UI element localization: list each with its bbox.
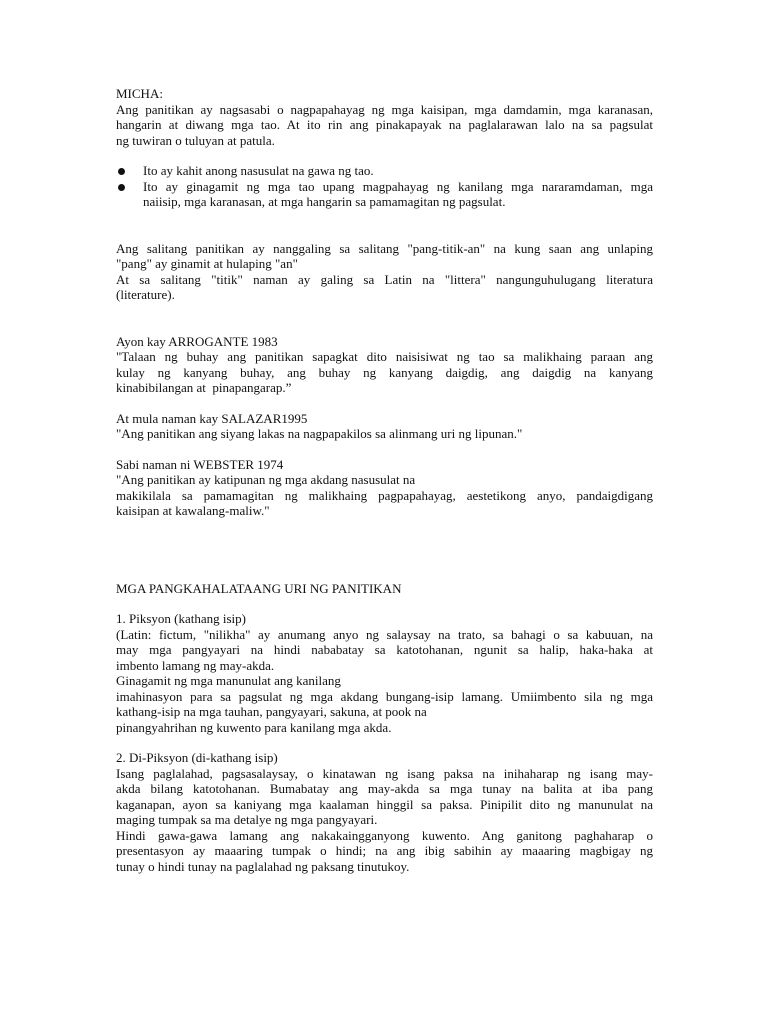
arrogante-line-1: "Talaan ng buhay ang panitikan sapagkat dito naisisiwat ng tao sa malikhaing paraan ang bbox=[116, 349, 653, 364]
intro-line-2: hangarin at diwang mga tao. At ito rin ang pinakapayak na paglalarawan lalo na sa pagsulat bbox=[116, 117, 653, 132]
nonfiction-line-1: Isang paglalahad, pagsasalaysay, o kinatawan ng isang paksa na inihaharap ng isang may- bbox=[116, 765, 653, 781]
fiction-line-4: Ginagamit ng mga manunulat ang kanilang bbox=[116, 673, 341, 688]
intro-line-3: ng tuwiran o tuluyan at patula. bbox=[116, 132, 275, 148]
nonfiction-line-2: akda bilang katotohanan. Bumabatay ang may-akda sa mga tunay na balita at iba pang bbox=[116, 781, 653, 796]
etymology-line-3: At sa salitang "titik" naman ay galing sa Latin na "littera" nangunguhulugang literatura bbox=[116, 271, 653, 287]
webster-line-3: kaisipan at kawalang-maliw." bbox=[116, 503, 270, 518]
intro-line-1: Ang panitikan ay nagsasabi o nagpapahayag ng mga kaisipan, mga damdamin, mga karanasan, bbox=[116, 101, 653, 117]
etymology-line-4: (literature). bbox=[116, 287, 175, 302]
fiction-line-7: pinangyahrihan ng kuwento para kanilang mga akda. bbox=[116, 719, 392, 735]
nonfiction-line-3: kaganapan, ayon sa kaniyang mga kaalaman hinggil sa paksa. Pinipilit dito ng manunulat na bbox=[116, 796, 653, 812]
bullet-item-2 bbox=[116, 179, 653, 210]
fiction-line-6: kathang-isip na mga tauhan, pangyayari, sakuna, at pook na bbox=[116, 704, 427, 719]
nonfiction-line-4: maging tumpak sa ma detalye ng mga pangyayari. bbox=[116, 812, 378, 827]
etymology-line-1: Ang salitang panitikan ay nanggaling sa salitang "pang-titik-an" na kung saan ang unlaping bbox=[116, 240, 653, 256]
bullet-item-2-line-1: Ito ay ginagamit ng mga tao upang magpahayag ng kanilang mga nararamdaman, mga bbox=[143, 178, 653, 194]
nonfiction-line-7: tunay o hindi tunay na paglalahad ng paksang tinutukoy. bbox=[116, 858, 410, 874]
micha-heading: MICHA: bbox=[116, 86, 163, 101]
fiction-line-3: imbento lamang ng may-akda. bbox=[116, 657, 275, 673]
document-page bbox=[116, 86, 653, 874]
salazar-line-1: "Ang panitikan ang siyang lakas na nagpapakilos sa alinmang uri ng lipunan." bbox=[116, 426, 523, 441]
nonfiction-line-6: presentasyon ay maaaring tumpak o hindi; na ang ibig sabihin ay maaaring magbigay ng bbox=[116, 843, 653, 858]
webster-heading: Sabi naman ni WEBSTER 1974 bbox=[116, 456, 284, 472]
salazar-heading: At mula naman kay SALAZAR1995 bbox=[116, 410, 308, 426]
bullet-list bbox=[116, 163, 653, 210]
fiction-title: 1. Piksyon (kathang isip) bbox=[116, 611, 246, 626]
bullet-item-2-line-2: naiisip, mga karanasan, at mga hangarin sa pamamagitan ng pagsulat. bbox=[143, 194, 506, 209]
bullet-item-1 bbox=[116, 163, 653, 179]
fiction-line-2: may mga pangyayari na hindi nababatay sa katotohanan, ngunit sa halip, haka-haka at bbox=[116, 642, 653, 657]
arrogante-line-2: kulay ng kanyang buhay, ang buhay ng kanyang daigdig, ang daigdig na kanyang bbox=[116, 364, 653, 380]
arrogante-heading: Ayon kay ARROGANTE 1983 bbox=[116, 333, 278, 349]
types-heading: MGA PANGKAHALATAANG URI NG PANITIKAN bbox=[116, 580, 402, 596]
nonfiction-line-5: Hindi gawa-gawa lamang ang nakakaingganyong kuwento. Ang ganitong paghaharap o bbox=[116, 827, 653, 843]
fiction-line-1: (Latin: fictum, "nilikha" ay anumang anyo ng salaysay na trato, sa bahagi o sa kabuuan, na bbox=[116, 626, 653, 642]
bullet-item-1-line-1: Ito ay kahit anong nasusulat na gawa ng tao. bbox=[143, 163, 374, 178]
webster-line-2: makikilala sa pamamagitan ng malikhaing pagpapahayag, aestetikong anyo, pandaigdigang bbox=[116, 487, 653, 503]
fiction-line-5: imahinasyon para sa pagsulat ng mga akdang bungang-isip lamang. Umiimbento sila ng mga bbox=[116, 688, 653, 704]
arrogante-line-3: kinabibilangan at pinapangarap.” bbox=[116, 380, 292, 395]
etymology-line-2: "pang" ay ginamit at hulaping "an" bbox=[116, 256, 298, 271]
webster-line-1: "Ang panitikan ay katipunan ng mga akdang nasusulat na bbox=[116, 472, 416, 487]
nonfiction-title: 2. Di-Piksyon (di-kathang isip) bbox=[116, 750, 278, 765]
